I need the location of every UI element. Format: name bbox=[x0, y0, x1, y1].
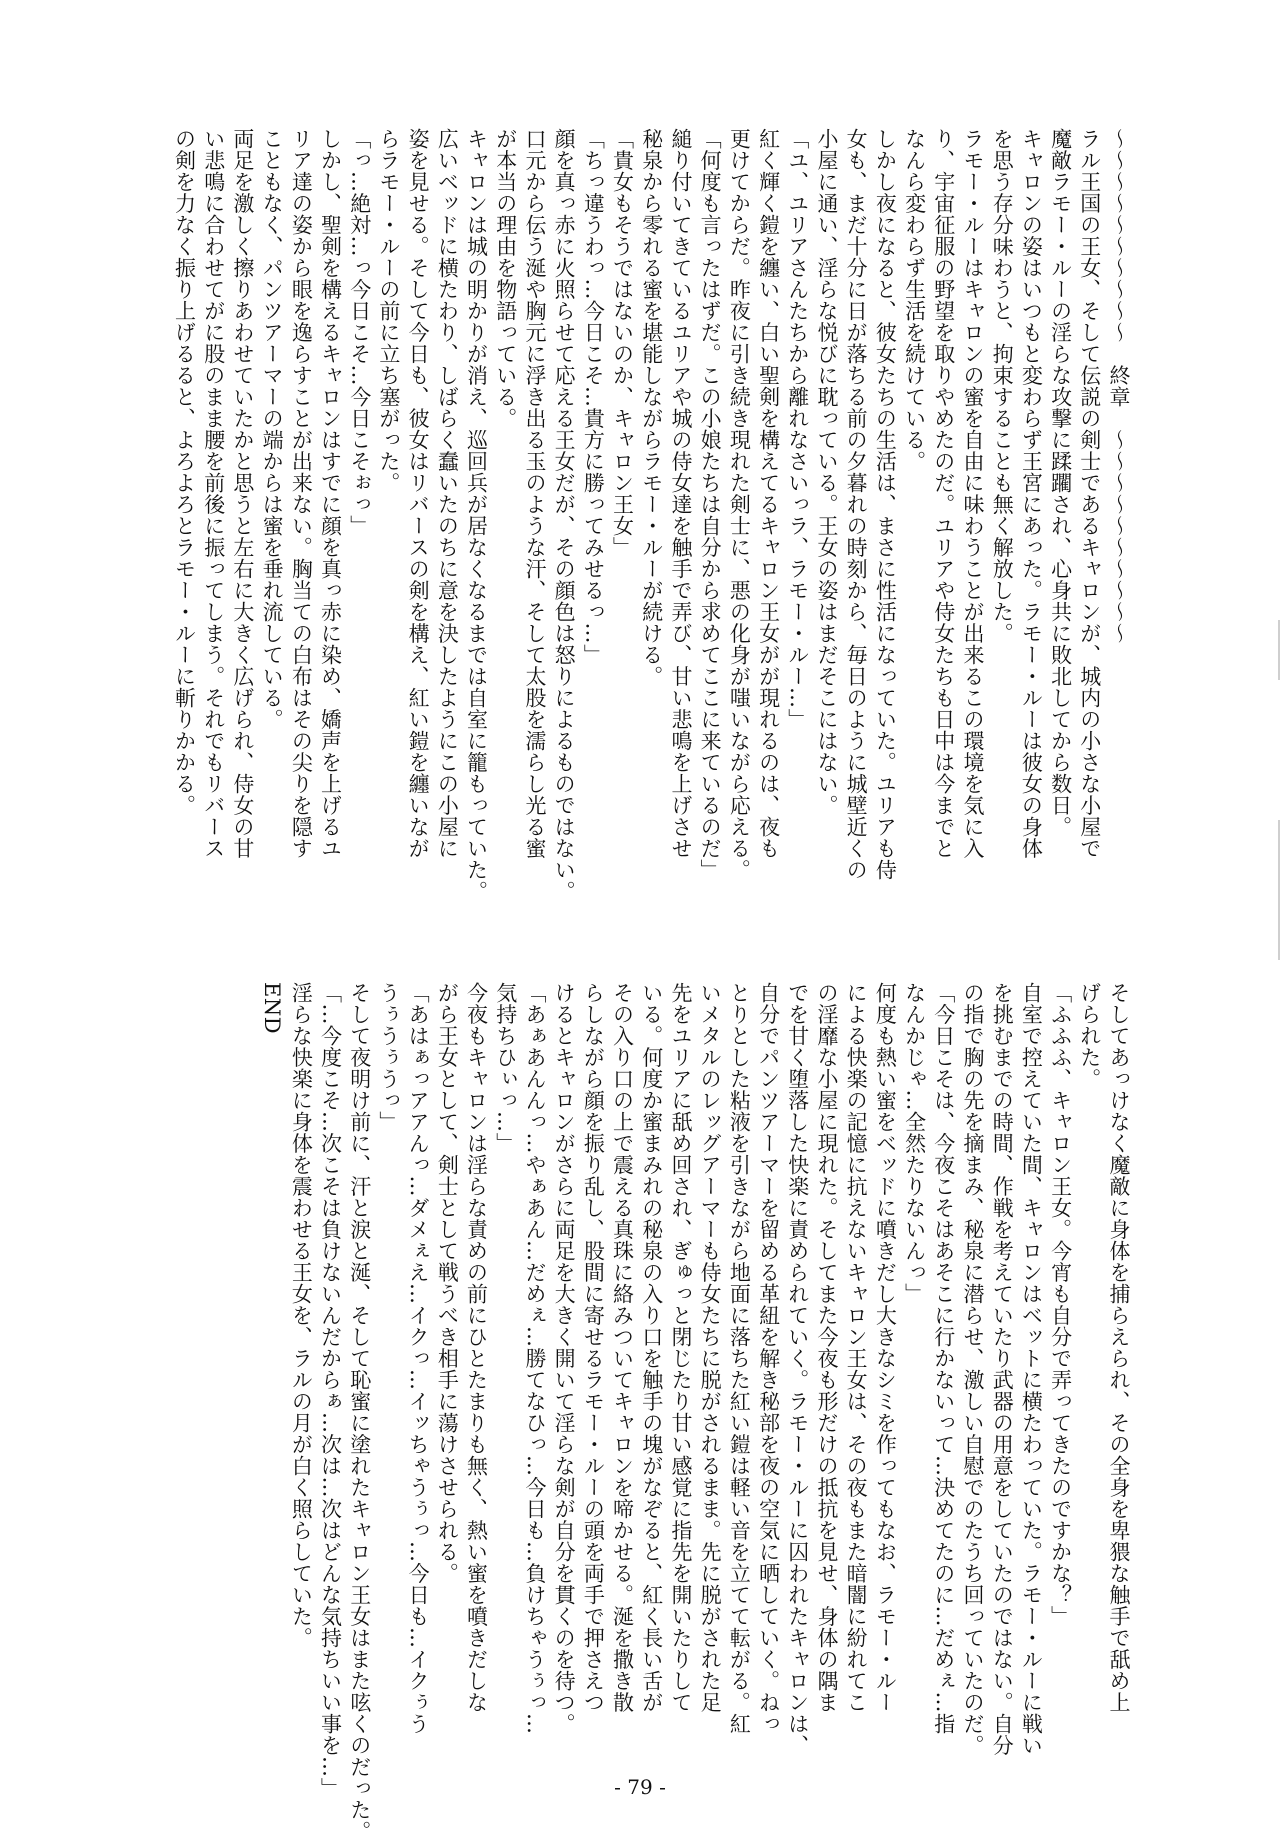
text-line: げられた。 bbox=[1077, 982, 1102, 1090]
text-line: 「あぁあんんっ…やぁあん…だめぇ…勝てなひっ…今日も…負けちゃうぅっ… bbox=[522, 982, 547, 1735]
text-line: がら王女として、剣士として戦うべき相手に蕩けさせられる。 bbox=[435, 982, 460, 1584]
text-line: 顔を真っ赤に火照らせて応える王女だが、その顔色は怒りによるものではない。 bbox=[552, 128, 577, 902]
text-line: 何度も熱い蜜をベッドに噴きだし大きなシミを作ってもなお、ラモー・ルー bbox=[873, 982, 898, 1713]
text-line: ～～～～～～～～～～ 終章 ～～～～～～～～～～ bbox=[1107, 128, 1131, 644]
text-line: らラモー・ルーの前に立ち塞がった。 bbox=[376, 128, 401, 494]
text-line: 今夜もキャロンは淫らな責めの前にひとたまりも無く、熱い蜜を噴きだしな bbox=[464, 982, 489, 1713]
text-line: の淫靡な小屋に現れた。そしてまた今夜も形だけの抵抗を見せ、身体の隅ま bbox=[814, 982, 839, 1713]
text-line: 縋り付いてきているユリアや城の侍女達を触手で弄び、甘い悲鳴を上げさせ bbox=[668, 128, 693, 859]
text-line: 淫らな快楽に身体を震わせる王女を、ラルの月が白く照らしていた。 bbox=[289, 982, 314, 1649]
text-line: 「っ…絶対…っ今日こそ…今日こそぉっ」 bbox=[347, 128, 372, 537]
text-line: 小屋に通い、淫らな悦びに耽っている。王女の姿はまだそこにはない。 bbox=[814, 128, 839, 816]
text-line: らしながら顔を振り乱し、股間に寄せるラモー・ルーの頭を両手で押さえつ bbox=[581, 982, 606, 1713]
text-line: ラモー・ルーはキャロンの蜜を自由に味わうことが出来るこの環境を気に入 bbox=[960, 128, 985, 859]
top-text-section bbox=[133, 128, 1133, 908]
text-line: 「今日こそは、今夜こそはあそこに行かないって…決めてたのに…だめぇ…指 bbox=[931, 982, 956, 1735]
text-line: END bbox=[260, 982, 285, 1035]
text-line: 「ふふふ、キャロン王女。今宵も自分で弄ってきたのですかな？」 bbox=[1048, 982, 1073, 1627]
text-line: が本当の理由を物語っている。 bbox=[493, 128, 518, 429]
text-line: キャロンの姿はいつもと変わらず王宮にあった。ラモー・ルーは彼女の身体 bbox=[1019, 128, 1044, 859]
text-line: 「ユ、ユリアさんたちから離れなさいっラ、ラモー・ルー…」 bbox=[785, 128, 810, 730]
text-line: しかし、聖剣を構えるキャロンはすでに顔を真っ赤に染め、嬌声を上げるユ bbox=[318, 128, 343, 859]
text-line: 「貴女もそうではないのか、キャロン王女」 bbox=[610, 128, 635, 558]
text-line: そして夜明け前に、汗と涙と涎、そして恥蜜に塗れたキャロン王女はまた呟くのだった。 bbox=[347, 982, 372, 1842]
text-line: ラル王国の王女、そして伝説の剣士であるキャロンが、城内の小さな小屋で bbox=[1077, 128, 1102, 859]
text-line: 自室で控えていた間、キャロンはベットに横たわっていた。ラモー・ルーに戦い bbox=[1019, 982, 1044, 1756]
text-line: 女も、まだ十分に日が落ちる前の夕暮れの時刻から、毎日のように城壁近くの bbox=[844, 128, 869, 881]
text-line: キャロンは城の明かりが消え、巡回兵が居なくなるまでは自室に籠もっていた。 bbox=[464, 128, 489, 902]
text-line: の剣を力なく振り上げるると、よろよろとラモー・ルーに斬りかかる。 bbox=[172, 128, 197, 816]
text-line: い悲鳴に合わせてがに股のまま腰を前後に振ってしまう。それでもリバース bbox=[201, 128, 226, 859]
text-line: 「あはぁっアアんっ…ダメぇえ…イクっ…イッちゃうぅっ…今日も…イクぅう bbox=[406, 982, 431, 1735]
text-line: 更けてからだ。昨夜に引き続き現れた剣士に、悪の化身が嗤いながら応える。 bbox=[727, 128, 752, 881]
text-line: を挑むまでの時間、作戦を考えていたり武器の用意をしていたのではない。自分 bbox=[990, 982, 1015, 1756]
text-line: しかし夜になると、彼女たちの生活は、まさに性活になっていた。ユリアも侍 bbox=[873, 128, 898, 881]
text-line: による快楽の記憶に抗えないキャロン王女は、その夜もまた暗闇に紛れてこ bbox=[844, 982, 869, 1713]
text-line: いメタルのレッグアーマーも侍女たちに脱がされるまま。先に脱がされた足 bbox=[698, 982, 723, 1713]
text-line: 「…今度こそ…次こそは負けないんだからぁ…次は…次はどんな気持ちいい事を…」 bbox=[318, 982, 343, 1799]
text-line: リア達の姿から眼を逸らすことが出来ない。胸当ての白布はその尖りを隠す bbox=[289, 128, 314, 859]
text-line: なんかじゃ…全然たりないんっ」 bbox=[902, 982, 927, 1305]
text-line: なんら変わらず生活を続けている。 bbox=[902, 128, 927, 472]
text-line: の指で胸の先を摘まみ、秘泉に潜らせ、激しい自慰でのたうち回っていたのだ。 bbox=[960, 982, 985, 1756]
text-line: けるとキャロンがさらに両足を大きく開いて淫らな剣が自分を貫くのを待つ。 bbox=[552, 982, 577, 1735]
text-line: そしてあっけなく魔敵に身体を捕らえられ、その全身を卑猥な触手で舐め上 bbox=[1107, 982, 1131, 1713]
text-line: 両足を激しく擦りあわせていたかと思うと左右に大きく広げられ、侍女の甘 bbox=[230, 128, 255, 859]
text-line: とりとした粘液を引きながら地面に落ちた紅い鎧は軽い音を立てて転がる。紅 bbox=[727, 982, 752, 1735]
page-number: - 79 - bbox=[614, 1775, 666, 1799]
text-line: 「ちっ違うわっ…今日こそ…貴方に勝ってみせるっ…」 bbox=[581, 128, 606, 666]
text-line: 自分でパンツアーマーを留める革紐を解き秘部を夜の空気に晒していく。ねっ bbox=[756, 982, 781, 1735]
text-line: 姿を見せる。そして今日も、彼女はリバースの剣を構え、紅い鎧を纏いなが bbox=[406, 128, 431, 859]
text-line: り、宇宙征服の野望を取りやめたのだ。ユリアや侍女たちも日中は今までと bbox=[931, 128, 956, 859]
text-line: いる。何度か蜜まみれの秘泉の入り口を触手の塊がなぞると、紅く長い舌が bbox=[639, 982, 664, 1713]
text-line: うぅうぅうっ」 bbox=[376, 982, 401, 1133]
text-line: 紅く輝く鎧を纏い、白い聖剣を構えてるキャロン王女がが現れるのは、夜も bbox=[756, 128, 781, 859]
text-line: を思う存分味わうと、拘束することも無く解放した。 bbox=[990, 128, 1015, 644]
text-line: 「何度も言ったはずだ。この小娘たちは自分から求めてここに来ているのだ」 bbox=[698, 128, 723, 881]
text-line: 口元から伝う涎や胸元に浮き出る玉のような汗、そして太股を濡らし光る蜜 bbox=[522, 128, 547, 859]
text-line: でを甘く堕落した快楽に責められていく。ラモー・ルーに囚われたキャロンは、 bbox=[785, 982, 810, 1756]
text-line: こともなく、パンツアーマーの端からは蜜を垂れ流している。 bbox=[260, 128, 285, 730]
text-line: その入り口の上で震える真珠に絡みついてキャロンを啼かせる。涎を撒き散 bbox=[610, 982, 635, 1713]
text-line: 広いベッドに横たわり、しばらく蠢いたのちに意を決したようにこの小屋に bbox=[435, 128, 460, 859]
text-line: 魔敵ラモー・ルーの淫らな攻撃に蹂躙され、心身共に敗北してから数日。 bbox=[1048, 128, 1073, 838]
text-line: 気持ちひぃっ…」 bbox=[493, 982, 518, 1154]
text-line: 先をユリアに舐め回され、ぎゅっと閉じたり甘い感覚に指先を開いたりして bbox=[668, 982, 693, 1713]
text-line: 秘泉から零れる蜜を堪能しながらラモー・ルーが続ける。 bbox=[639, 128, 664, 687]
